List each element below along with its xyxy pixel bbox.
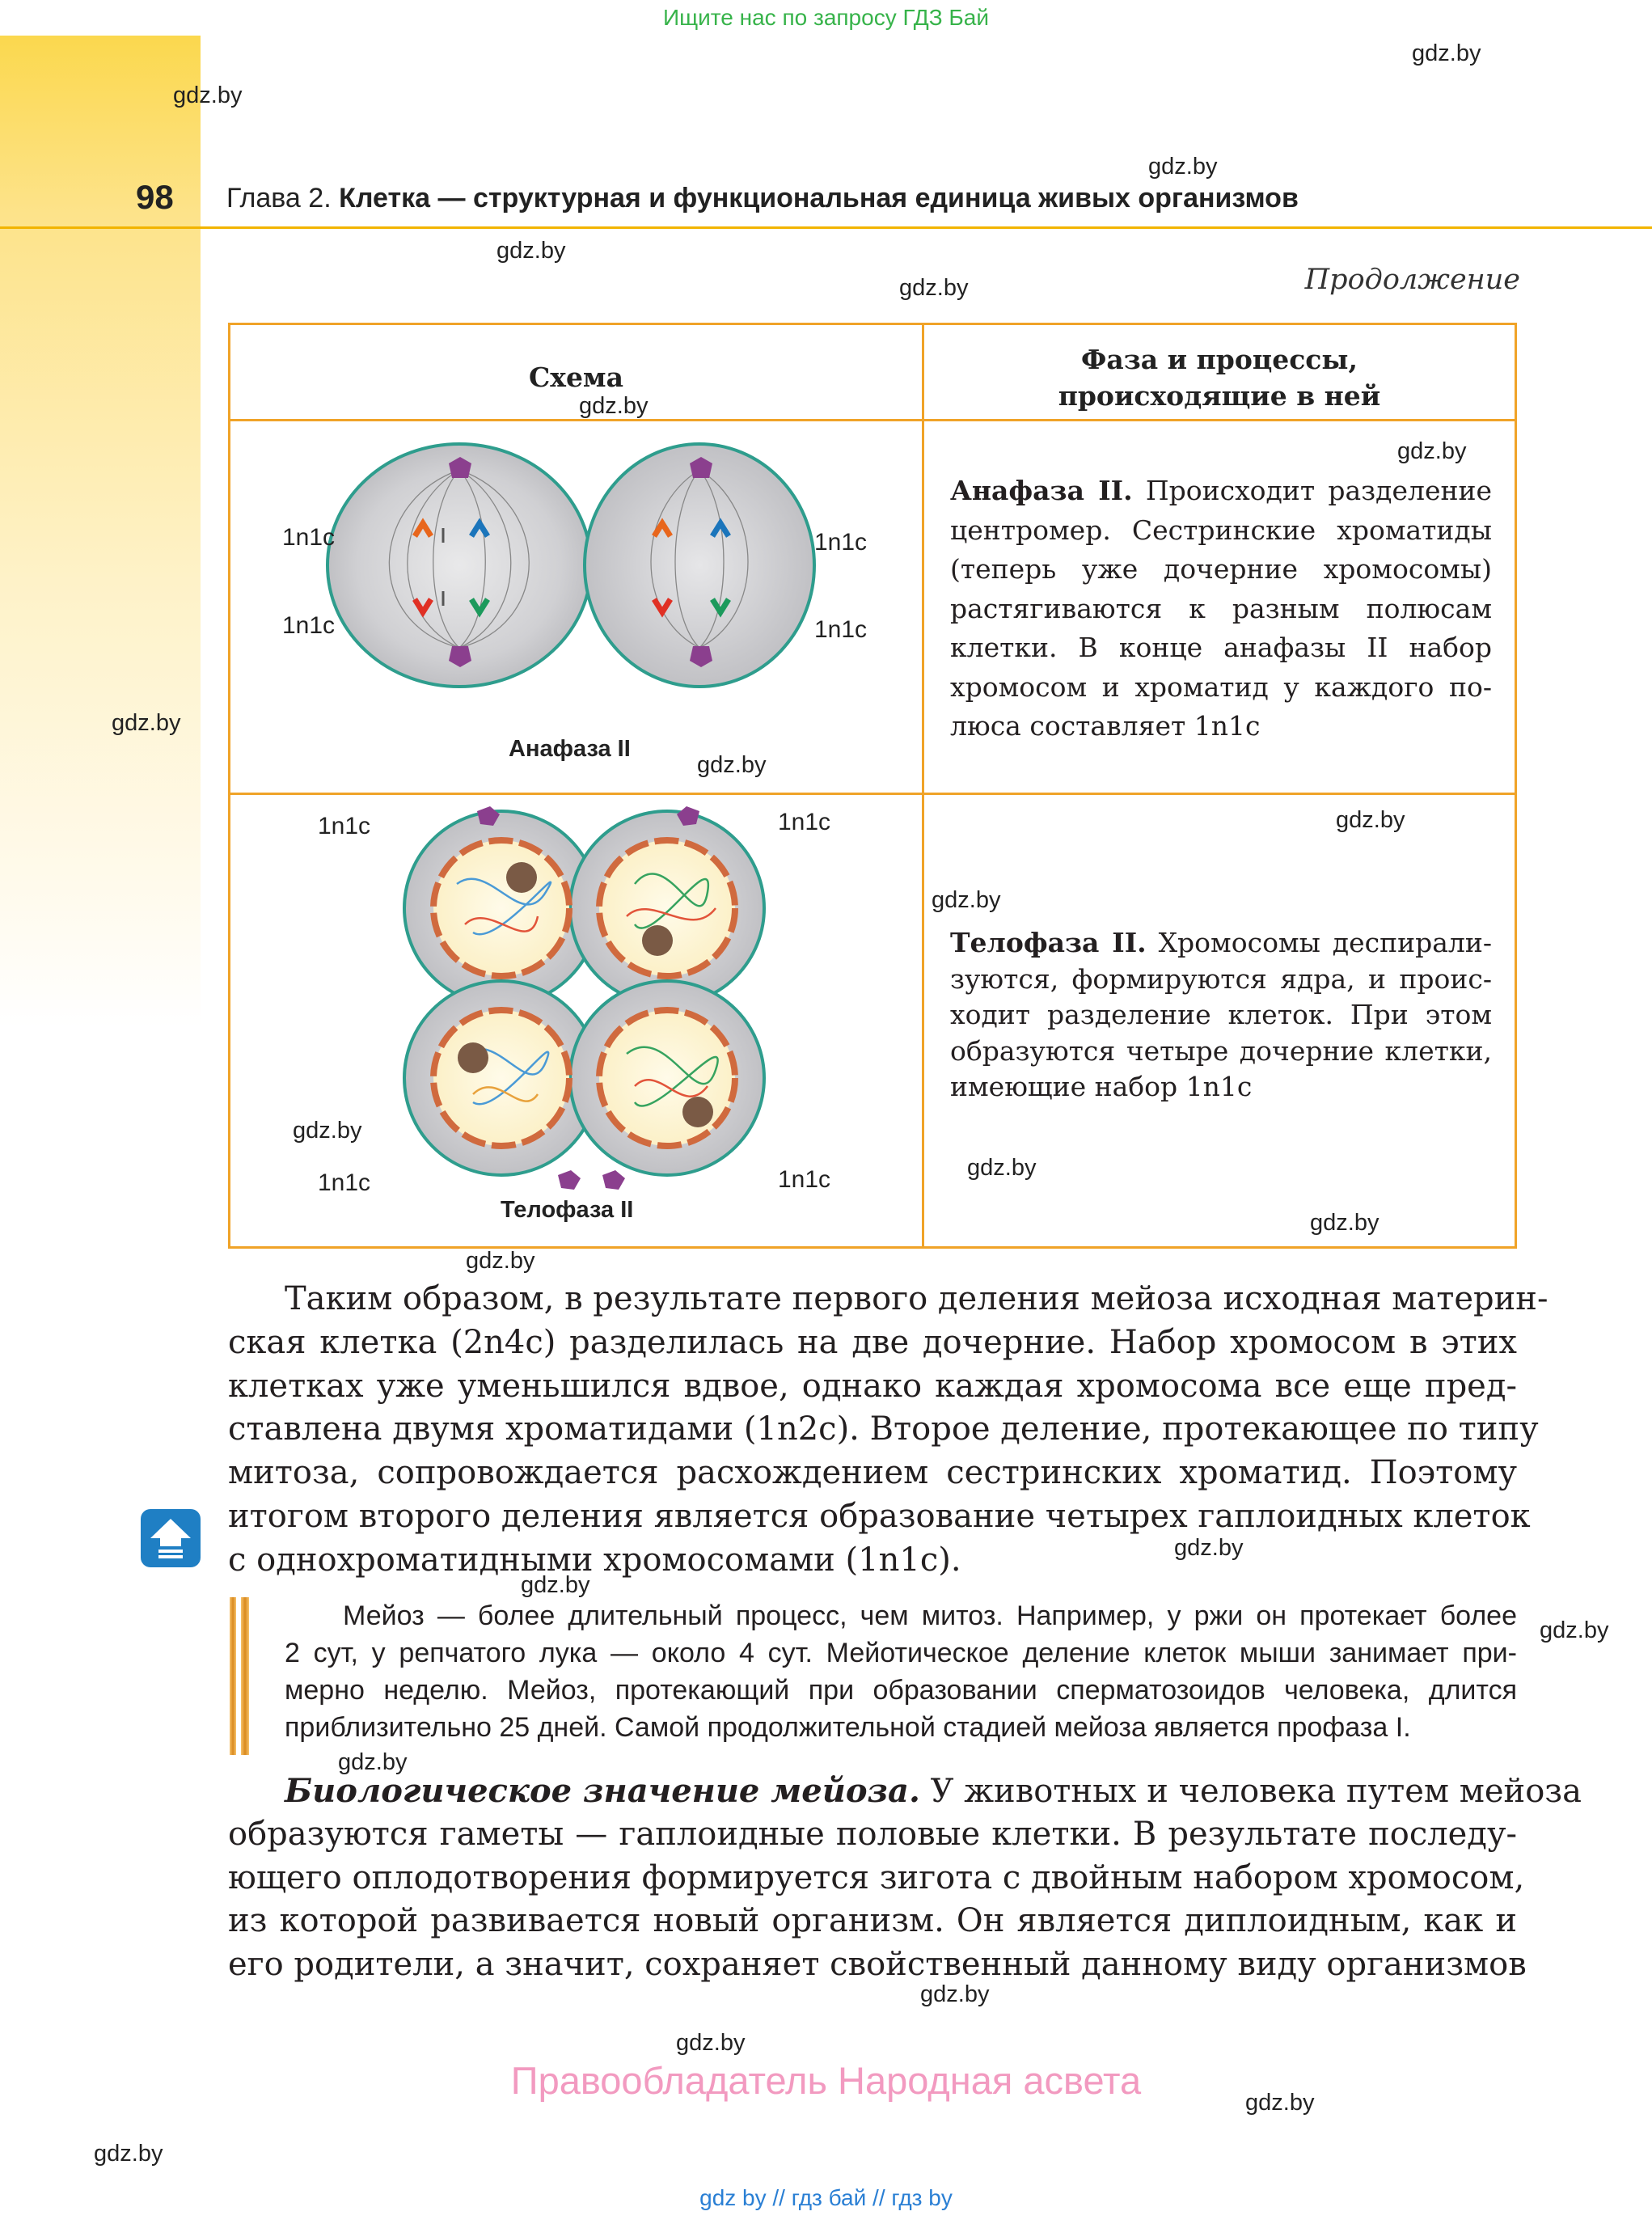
header-phase-line: происходящие в ней bbox=[1058, 380, 1381, 412]
note-line: Мейоз — более длительный процесс, чем митоз. Например, у ржи он протекает более bbox=[343, 1600, 1517, 1631]
chromosome-set-label: 1n1c bbox=[282, 524, 336, 551]
paragraph-line: ская клетка (2n4c) разделилась на две дочерние. Набор хромосом в этих bbox=[228, 1323, 1517, 1361]
description-line: (теперь уже дочерние хромосомы) bbox=[950, 553, 1492, 585]
description-line: клетки. В конце анафазы II набор bbox=[950, 632, 1492, 663]
watermark: gdz.by bbox=[1336, 807, 1405, 833]
biological-significance-paragraph bbox=[228, 1769, 1582, 1987]
note-line: 2 сут, у репчатого лука — около 4 сут. Мейотическое деление клеток мыши занимает при- bbox=[285, 1638, 1517, 1668]
column-divider bbox=[922, 325, 924, 1246]
watermark: gdz.by bbox=[293, 1118, 362, 1144]
page-number: 98 bbox=[136, 178, 174, 216]
paragraph-line: образуются гаметы — гаплоидные половые клетки. В результате последу- bbox=[228, 1815, 1517, 1853]
chapter-title bbox=[226, 183, 1299, 214]
paragraph-line: из которой развивается новый организм. Он является диплоидным, как и bbox=[228, 1902, 1517, 1940]
watermark: gdz.by bbox=[1540, 1617, 1609, 1643]
anaphase-ii-description bbox=[950, 471, 1492, 746]
watermark: gdz.by bbox=[932, 887, 1001, 913]
watermark: gdz.by bbox=[173, 82, 243, 108]
chapter-prefix: Глава 2. bbox=[226, 183, 332, 214]
paragraph-line bbox=[228, 1769, 1582, 1813]
paragraph-line: итогом второго деления является образование четырех гаплоидных клеток bbox=[228, 1497, 1531, 1535]
description-line: Хромосомы деспирали- bbox=[1158, 927, 1492, 958]
description-line: образуются четыре дочерние клетки, bbox=[950, 1034, 1492, 1067]
header-scheme: Схема bbox=[529, 362, 623, 393]
bottom-links[interactable]: gdz by // гдз бай // гдз by bbox=[699, 2185, 953, 2210]
paragraph-line: клетках уже уменьшился вдвое, однако каждая хромосома все еще пред- bbox=[228, 1367, 1517, 1405]
note-marker-bar bbox=[230, 1597, 251, 1755]
watermark: gdz.by bbox=[94, 2141, 163, 2167]
paragraph-line-rest: У животных и человека путем мейоза bbox=[930, 1773, 1582, 1810]
paragraph-line: его родители, а значит, сохраняет свойственный данному виду организмов bbox=[228, 1946, 1527, 1984]
description-line: ходит разделение клеток. При этом bbox=[950, 999, 1492, 1030]
anaphase-cell-right bbox=[585, 444, 814, 687]
figure-caption: Анафаза II bbox=[509, 736, 631, 762]
watermark: gdz.by bbox=[920, 1981, 990, 2007]
header-phase bbox=[924, 341, 1515, 414]
figure-caption: Телофаза II bbox=[501, 1197, 634, 1223]
watermark: gdz.by bbox=[1245, 2090, 1315, 2116]
watermark: gdz.by bbox=[697, 752, 767, 778]
phase-name: Анафаза II. bbox=[950, 475, 1133, 506]
note-line: мерно неделю. Мейоз, протекающий при образовании сперматозоидов человека, длится bbox=[285, 1675, 1517, 1706]
section-heading: Биологическое значение мейоза. bbox=[285, 1772, 920, 1810]
meiosis-phase-table bbox=[228, 323, 1517, 1249]
up-arrow-icon[interactable] bbox=[141, 1509, 201, 1567]
watermark: gdz.by bbox=[967, 1155, 1037, 1181]
chromosome-set-label: 1n1c bbox=[778, 1166, 831, 1193]
watermark: gdz.by bbox=[1412, 40, 1481, 66]
watermark: gdz.by bbox=[579, 393, 649, 419]
chromosome-set-label: 1n1c bbox=[318, 813, 371, 839]
chromosome-set-label: 1n1c bbox=[814, 616, 868, 643]
watermark: gdz.by bbox=[521, 1572, 590, 1598]
copyright-holder: Правообладатель Народная асвета bbox=[510, 2059, 1142, 2102]
chromosome-set-label: 1n1c bbox=[318, 1169, 371, 1196]
continuation-label: Продолжение bbox=[1304, 264, 1520, 296]
paragraph-line: с однохроматидными хромосомами (1n1c). bbox=[228, 1541, 961, 1579]
anaphase-cell-left bbox=[327, 444, 591, 687]
paragraph-line: Таким образом, в результате первого деления мейоза исходная материн- bbox=[285, 1280, 1548, 1317]
watermark: gdz.by bbox=[1310, 1210, 1379, 1236]
summary-paragraph bbox=[228, 1278, 1548, 1583]
description-line: растягиваются к разным полюсам bbox=[950, 592, 1492, 624]
telophase-ii-description bbox=[950, 925, 1492, 1106]
watermark: gdz.by bbox=[1397, 438, 1467, 464]
chromosome-set-label: 1n1c bbox=[778, 809, 831, 835]
description-line: зуются, формируются ядра, и проис- bbox=[950, 962, 1492, 995]
watermark: gdz.by bbox=[1174, 1535, 1244, 1561]
paragraph-line: ющего оплодотворения формируется зигота с двойным набором хромосом, bbox=[228, 1858, 1525, 1896]
header-rule bbox=[0, 226, 1652, 229]
note-line: приблизительно 25 дней. Самой продолжительной стадией мейоза является профаза I. bbox=[285, 1712, 1411, 1743]
watermark: gdz.by bbox=[899, 275, 969, 301]
watermark: gdz.by bbox=[676, 2030, 746, 2056]
watermark: gdz.by bbox=[1148, 154, 1218, 180]
description-line: центромер. Сестринские хроматиды bbox=[950, 514, 1492, 546]
description-line: хромосом и хроматид у каждого по- bbox=[950, 670, 1492, 703]
description-line: имеющие набор 1n1c bbox=[950, 1071, 1253, 1102]
top-search-link[interactable]: Ищите нас по запросу ГДЗ Бай bbox=[662, 5, 990, 30]
chapter-name: Клетка — структурная и функциональная единица живых организмов bbox=[339, 183, 1299, 214]
paragraph-line: ставлена двумя хроматидами (1n2c). Второе деление, протекающее по типу bbox=[228, 1410, 1539, 1448]
watermark: gdz.by bbox=[338, 1749, 408, 1775]
note-block bbox=[285, 1597, 1517, 1746]
chromosome-set-label: 1n1c bbox=[282, 612, 336, 639]
watermark: gdz.by bbox=[496, 238, 566, 264]
paragraph-line: митоза, сопровождается расхождением сестринских хроматид. Поэтому bbox=[228, 1454, 1517, 1492]
description-line: люса составляет 1n1c bbox=[950, 710, 1261, 742]
watermark: gdz.by bbox=[466, 1248, 535, 1274]
phase-name: Телофаза II. bbox=[950, 927, 1147, 958]
chromosome-set-label: 1n1c bbox=[814, 529, 868, 556]
watermark: gdz.by bbox=[112, 710, 181, 736]
header-phase-line: Фаза и процессы, bbox=[1081, 344, 1358, 375]
description-line: Происходит разделение bbox=[1145, 475, 1492, 506]
